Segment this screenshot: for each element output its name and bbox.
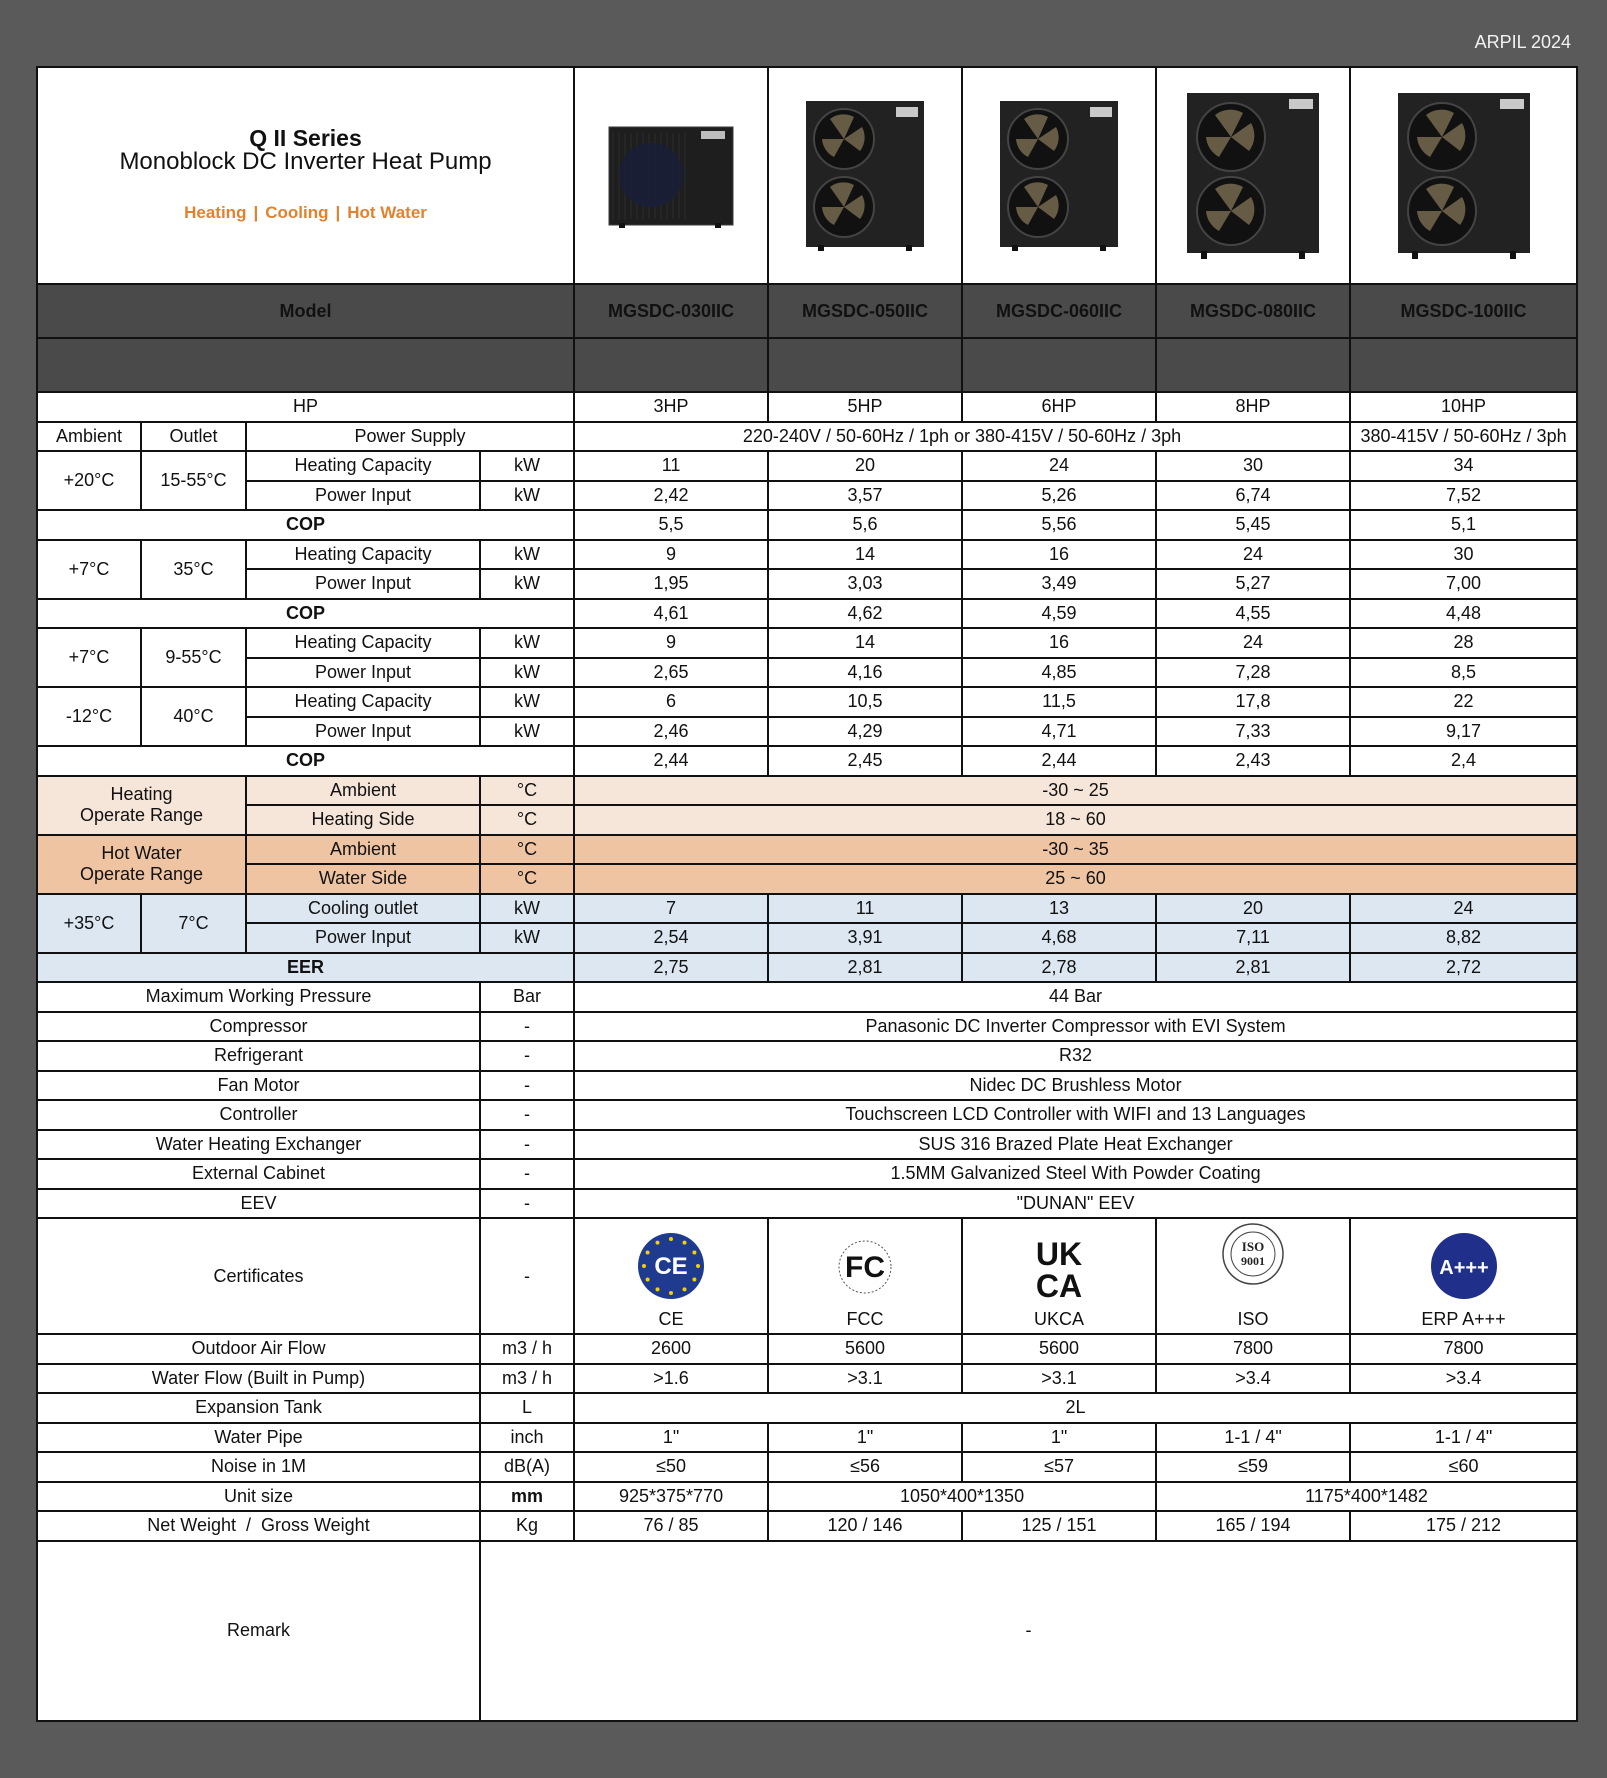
cell-value: 11,5 bbox=[962, 687, 1156, 717]
cell-value: 2,45 bbox=[768, 746, 962, 776]
spec-row bbox=[37, 1189, 1577, 1219]
cell-value: 7,28 bbox=[1156, 658, 1350, 688]
spec-label: Maximum Working Pressure bbox=[37, 982, 480, 1012]
cell-value: 1-1 / 4" bbox=[1156, 1423, 1350, 1453]
spec-row bbox=[37, 1130, 1577, 1160]
feature-list: Heating | Cooling | Hot Water bbox=[184, 203, 427, 222]
cooling-ambient: +35°C bbox=[37, 894, 141, 953]
weight-label: Net Weight / Gross Weight bbox=[37, 1511, 480, 1541]
cell-value: 22 bbox=[1350, 687, 1577, 717]
heating-side-label: Heating Side bbox=[246, 805, 480, 835]
hotwater-ambient-range: -30 ~ 35 bbox=[574, 835, 1577, 865]
air-flow-unit: m3 / h bbox=[480, 1334, 574, 1364]
header-blank-row bbox=[37, 338, 1577, 392]
cell-value: 7800 bbox=[1350, 1334, 1577, 1364]
spec-row bbox=[37, 1100, 1577, 1130]
cooling-outlet-temp: 7°C bbox=[141, 894, 246, 953]
certificates-label: Certificates bbox=[37, 1218, 480, 1334]
water-side-label: Water Side bbox=[246, 864, 480, 894]
noise-unit: dB(A) bbox=[480, 1452, 574, 1482]
product-image-030 bbox=[574, 67, 768, 284]
cell-value: >3.4 bbox=[1156, 1364, 1350, 1394]
ukca-mark-icon bbox=[1026, 1235, 1092, 1301]
hp-value: 3HP bbox=[574, 392, 768, 422]
unit-celsius: °C bbox=[480, 864, 574, 894]
cell-value: 2,81 bbox=[768, 953, 962, 983]
spec-unit: Bar bbox=[480, 982, 574, 1012]
feature-cooling: Cooling bbox=[265, 203, 329, 222]
cell-value: 9 bbox=[574, 628, 768, 658]
cell-value: ≤56 bbox=[768, 1452, 962, 1482]
cell-value: 13 bbox=[962, 894, 1156, 924]
document-date: ARPIL 2024 bbox=[1474, 32, 1571, 52]
heating-capacity-label: Heating Capacity bbox=[246, 628, 480, 658]
water-flow-unit: m3 / h bbox=[480, 1364, 574, 1394]
dual-fan-unit-image bbox=[998, 99, 1120, 253]
cell-value: 20 bbox=[768, 451, 962, 481]
cell-value: 5,45 bbox=[1156, 510, 1350, 540]
cell-value: ≤50 bbox=[574, 1452, 768, 1482]
water-flow-row bbox=[37, 1364, 1577, 1394]
cell-value: 8,82 bbox=[1350, 923, 1577, 953]
cell-value: 4,71 bbox=[962, 717, 1156, 747]
spec-row bbox=[37, 1041, 1577, 1071]
spec-label: Compressor bbox=[37, 1012, 480, 1042]
unit-size-row bbox=[37, 1482, 1577, 1512]
cell-value: 5600 bbox=[962, 1334, 1156, 1364]
expansion-tank-row bbox=[37, 1393, 1577, 1423]
power-input-label: Power Input bbox=[246, 717, 480, 747]
spec-value: Nidec DC Brushless Motor bbox=[574, 1071, 1577, 1101]
model-header-row bbox=[37, 284, 1577, 338]
ukca-mark-line2: CA bbox=[1035, 1268, 1083, 1301]
heating-range-line2: Operate Range bbox=[79, 805, 204, 825]
cell-value: 5,26 bbox=[962, 481, 1156, 511]
spec-label: EEV bbox=[37, 1189, 480, 1219]
cell-value: >1.6 bbox=[574, 1364, 768, 1394]
feature-hot-water: Hot Water bbox=[347, 203, 427, 222]
cell-value: 4,55 bbox=[1156, 599, 1350, 629]
cond3-ambient: +7°C bbox=[37, 628, 141, 687]
cell-value: 10,5 bbox=[768, 687, 962, 717]
cell-value: 34 bbox=[1350, 451, 1577, 481]
remark-label: Remark bbox=[37, 1541, 480, 1721]
air-flow-row bbox=[37, 1334, 1577, 1364]
noise-label: Noise in 1M bbox=[37, 1452, 480, 1482]
ambient-label: Ambient bbox=[246, 776, 480, 806]
model-label: Model bbox=[37, 284, 574, 338]
cell-value: 76 / 85 bbox=[574, 1511, 768, 1541]
product-image-060 bbox=[962, 67, 1156, 284]
air-flow-label: Outdoor Air Flow bbox=[37, 1334, 480, 1364]
spec-unit: - bbox=[480, 1041, 574, 1071]
ce-mark-icon bbox=[636, 1231, 706, 1301]
spec-value: SUS 316 Brazed Plate Heat Exchanger bbox=[574, 1130, 1577, 1160]
weight-unit: Kg bbox=[480, 1511, 574, 1541]
cell-value: ≤57 bbox=[962, 1452, 1156, 1482]
unit-kw: kW bbox=[480, 628, 574, 658]
unit-size-unit: mm bbox=[480, 1482, 574, 1512]
heating-range-side-row bbox=[37, 805, 1577, 835]
cell-value: 17,8 bbox=[1156, 687, 1350, 717]
water-pipe-label: Water Pipe bbox=[37, 1423, 480, 1453]
cell-value: 4,61 bbox=[574, 599, 768, 629]
cell-value: ≤60 bbox=[1350, 1452, 1577, 1482]
cell-value: 24 bbox=[1156, 628, 1350, 658]
cell-value: 9 bbox=[574, 540, 768, 570]
hp-value: 5HP bbox=[768, 392, 962, 422]
cert-iso bbox=[1156, 1218, 1350, 1334]
cond2-power-row bbox=[37, 569, 1577, 599]
dual-fan-unit-image bbox=[1185, 91, 1321, 261]
cooling-outlet-row bbox=[37, 894, 1577, 924]
model-name: MGSDC-030IIC bbox=[574, 284, 768, 338]
cell-value: 4,85 bbox=[962, 658, 1156, 688]
feature-heating: Heating bbox=[184, 203, 247, 222]
spec-row bbox=[37, 1071, 1577, 1101]
erp-mark-text: A+++ bbox=[1438, 1257, 1489, 1279]
ce-mark-text: CE bbox=[654, 1253, 688, 1280]
cell-value: 7 bbox=[574, 894, 768, 924]
cond2-ambient: +7°C bbox=[37, 540, 141, 599]
spec-unit: - bbox=[480, 1130, 574, 1160]
spec-unit: - bbox=[480, 1100, 574, 1130]
cell-value: 2,75 bbox=[574, 953, 768, 983]
cell-value: 175 / 212 bbox=[1350, 1511, 1577, 1541]
cell-value: 1-1 / 4" bbox=[1350, 1423, 1577, 1453]
cell-value: 2,81 bbox=[1156, 953, 1350, 983]
heating-range-label bbox=[37, 776, 246, 835]
cell-value: 5600 bbox=[768, 1334, 962, 1364]
ambient-label: Ambient bbox=[246, 835, 480, 865]
unit-size-value: 1050*400*1350 bbox=[768, 1482, 1156, 1512]
eer-label: EER bbox=[37, 953, 574, 983]
cell-value: 1" bbox=[962, 1423, 1156, 1453]
cell-value: 5,27 bbox=[1156, 569, 1350, 599]
cell-value: 14 bbox=[768, 540, 962, 570]
remark-value: - bbox=[480, 1541, 1577, 1721]
cell-value: 3,03 bbox=[768, 569, 962, 599]
cert-ce bbox=[574, 1218, 768, 1334]
power-input-label: Power Input bbox=[246, 569, 480, 599]
cell-value: >3.1 bbox=[768, 1364, 962, 1394]
cond2-outlet: 35°C bbox=[141, 540, 246, 599]
cell-value: 4,29 bbox=[768, 717, 962, 747]
product-image-080 bbox=[1156, 67, 1350, 284]
cond2-cop-row bbox=[37, 599, 1577, 629]
iso-mark-line1: ISO bbox=[1241, 1239, 1265, 1254]
cell-value: 5,1 bbox=[1350, 510, 1577, 540]
dual-fan-unit-image bbox=[1396, 91, 1532, 261]
cell-value: 3,49 bbox=[962, 569, 1156, 599]
cell-value: 2,44 bbox=[962, 746, 1156, 776]
spec-unit: - bbox=[480, 1159, 574, 1189]
cell-value: 3,57 bbox=[768, 481, 962, 511]
cert-name: ERP A+++ bbox=[1421, 1309, 1506, 1329]
cert-fcc bbox=[768, 1218, 962, 1334]
ukca-mark-line1: UK bbox=[1035, 1236, 1083, 1272]
cell-value: 2,46 bbox=[574, 717, 768, 747]
cell-value: 4,62 bbox=[768, 599, 962, 629]
unit-kw: kW bbox=[480, 451, 574, 481]
water-flow-label: Water Flow (Built in Pump) bbox=[37, 1364, 480, 1394]
unit-size-value: 1175*400*1482 bbox=[1156, 1482, 1577, 1512]
unit-celsius: °C bbox=[480, 776, 574, 806]
spec-row bbox=[37, 1159, 1577, 1189]
cond4-power-row bbox=[37, 717, 1577, 747]
cop-label: COP bbox=[37, 599, 574, 629]
iso-mark-line2: 9001 bbox=[1241, 1254, 1266, 1268]
cell-value: 24 bbox=[962, 451, 1156, 481]
title-block bbox=[37, 67, 574, 284]
cooling-power-row bbox=[37, 923, 1577, 953]
cell-value: 24 bbox=[1350, 894, 1577, 924]
outlet-header: Outlet bbox=[141, 422, 246, 452]
cell-value: 7,52 bbox=[1350, 481, 1577, 511]
cell-value: 4,59 bbox=[962, 599, 1156, 629]
heating-ambient-range: -30 ~ 25 bbox=[574, 776, 1577, 806]
model-name: MGSDC-100IIC bbox=[1350, 284, 1577, 338]
cert-name: CE bbox=[658, 1309, 684, 1329]
power-supply-label: Power Supply bbox=[246, 422, 574, 452]
spec-label: Water Heating Exchanger bbox=[37, 1130, 480, 1160]
ambient-header: Ambient bbox=[37, 422, 141, 452]
water-side-range: 25 ~ 60 bbox=[574, 864, 1577, 894]
cell-value: 125 / 151 bbox=[962, 1511, 1156, 1541]
cond3-outlet: 9-55°C bbox=[141, 628, 246, 687]
cell-value: 7,11 bbox=[1156, 923, 1350, 953]
hp-value: 8HP bbox=[1156, 392, 1350, 422]
dual-fan-unit-image bbox=[804, 99, 926, 253]
cond2-heating-row bbox=[37, 540, 1577, 570]
product-image-100 bbox=[1350, 67, 1577, 284]
water-pipe-unit: inch bbox=[480, 1423, 574, 1453]
single-fan-unit-image bbox=[607, 123, 735, 229]
cell-value: 4,16 bbox=[768, 658, 962, 688]
cond4-ambient: -12°C bbox=[37, 687, 141, 746]
cell-value: 1" bbox=[768, 1423, 962, 1453]
cond4-cop-row bbox=[37, 746, 1577, 776]
unit-kw: kW bbox=[480, 687, 574, 717]
heating-side-range: 18 ~ 60 bbox=[574, 805, 1577, 835]
cell-value: 5,6 bbox=[768, 510, 962, 540]
unit-size-value: 925*375*770 bbox=[574, 1482, 768, 1512]
cell-value: 2,4 bbox=[1350, 746, 1577, 776]
spec-value: R32 bbox=[574, 1041, 1577, 1071]
hotwater-range-line1: Hot Water bbox=[101, 843, 182, 863]
spec-value: Panasonic DC Inverter Compressor with EVI System bbox=[574, 1012, 1577, 1042]
cell-value: 20 bbox=[1156, 894, 1350, 924]
heating-range-line1: Heating bbox=[110, 784, 173, 804]
cell-value: 16 bbox=[962, 540, 1156, 570]
erp-mark-icon bbox=[1429, 1231, 1499, 1301]
cell-value: 6 bbox=[574, 687, 768, 717]
cell-value: 11 bbox=[768, 894, 962, 924]
cell-value: 2,78 bbox=[962, 953, 1156, 983]
noise-row bbox=[37, 1452, 1577, 1482]
unit-kw: kW bbox=[480, 540, 574, 570]
spec-unit: - bbox=[480, 1012, 574, 1042]
cell-value: ≤59 bbox=[1156, 1452, 1350, 1482]
cell-value: 1,95 bbox=[574, 569, 768, 599]
spec-row bbox=[37, 1012, 1577, 1042]
cell-value: 11 bbox=[574, 451, 768, 481]
cond1-cop-row bbox=[37, 510, 1577, 540]
cell-value: 5,5 bbox=[574, 510, 768, 540]
power-input-label: Power Input bbox=[246, 658, 480, 688]
hotwater-range-side-row bbox=[37, 864, 1577, 894]
cell-value: 6,74 bbox=[1156, 481, 1350, 511]
heating-capacity-label: Heating Capacity bbox=[246, 540, 480, 570]
expansion-tank-label: Expansion Tank bbox=[37, 1393, 480, 1423]
cell-value: 16 bbox=[962, 628, 1156, 658]
power-input-label: Power Input bbox=[246, 923, 480, 953]
spec-value: 1.5MM Galvanized Steel With Powder Coating bbox=[574, 1159, 1577, 1189]
spec-unit: - bbox=[480, 1189, 574, 1219]
cond1-ambient: +20°C bbox=[37, 451, 141, 510]
cell-value: 2,44 bbox=[574, 746, 768, 776]
spec-label: Fan Motor bbox=[37, 1071, 480, 1101]
unit-kw: kW bbox=[480, 894, 574, 924]
heating-capacity-label: Heating Capacity bbox=[246, 687, 480, 717]
cell-value: 2,42 bbox=[574, 481, 768, 511]
fcc-mark-icon bbox=[827, 1233, 903, 1301]
cert-name: FCC bbox=[846, 1309, 884, 1329]
heating-capacity-label: Heating Capacity bbox=[246, 451, 480, 481]
unit-kw: kW bbox=[480, 923, 574, 953]
cell-value: 120 / 146 bbox=[768, 1511, 962, 1541]
spec-row bbox=[37, 982, 1577, 1012]
cond3-heating-row bbox=[37, 628, 1577, 658]
unit-size-label: Unit size bbox=[37, 1482, 480, 1512]
cell-value: 3,91 bbox=[768, 923, 962, 953]
cond4-heating-row bbox=[37, 687, 1577, 717]
certificates-unit: - bbox=[480, 1218, 574, 1334]
water-pipe-row bbox=[37, 1423, 1577, 1453]
cell-value: 2600 bbox=[574, 1334, 768, 1364]
remark-row bbox=[37, 1541, 1577, 1721]
cell-value: 14 bbox=[768, 628, 962, 658]
cell-value: >3.1 bbox=[962, 1364, 1156, 1394]
heating-range-ambient-row bbox=[37, 776, 1577, 806]
cell-value: 28 bbox=[1350, 628, 1577, 658]
cell-value: 30 bbox=[1156, 451, 1350, 481]
unit-kw: kW bbox=[480, 481, 574, 511]
hp-label: HP bbox=[37, 392, 574, 422]
series-title: Q II Series bbox=[249, 125, 362, 151]
cell-value: 7,33 bbox=[1156, 717, 1350, 747]
model-name: MGSDC-080IIC bbox=[1156, 284, 1350, 338]
unit-celsius: °C bbox=[480, 805, 574, 835]
hp-value: 10HP bbox=[1350, 392, 1577, 422]
cell-value: 5,56 bbox=[962, 510, 1156, 540]
product-image-050 bbox=[768, 67, 962, 284]
cell-value: 4,68 bbox=[962, 923, 1156, 953]
hp-value: 6HP bbox=[962, 392, 1156, 422]
power-supply-row bbox=[37, 422, 1577, 452]
fcc-mark-text: FC bbox=[845, 1251, 886, 1284]
hp-row bbox=[37, 392, 1577, 422]
cell-value: 2,54 bbox=[574, 923, 768, 953]
model-name: MGSDC-060IIC bbox=[962, 284, 1156, 338]
hotwater-range-ambient-row bbox=[37, 835, 1577, 865]
cond1-heating-row bbox=[37, 451, 1577, 481]
cert-erp bbox=[1350, 1218, 1577, 1334]
cell-value: 7800 bbox=[1156, 1334, 1350, 1364]
cell-value: 8,5 bbox=[1350, 658, 1577, 688]
expansion-tank-value: 2L bbox=[574, 1393, 1577, 1423]
cond1-outlet: 15-55°C bbox=[141, 451, 246, 510]
cop-label: COP bbox=[37, 746, 574, 776]
cell-value: 165 / 194 bbox=[1156, 1511, 1350, 1541]
cop-label: COP bbox=[37, 510, 574, 540]
cell-value: 4,48 bbox=[1350, 599, 1577, 629]
cell-value: 30 bbox=[1350, 540, 1577, 570]
cond3-power-row bbox=[37, 658, 1577, 688]
spec-table bbox=[36, 66, 1578, 1722]
cert-name: ISO bbox=[1237, 1309, 1269, 1329]
cell-value: 2,43 bbox=[1156, 746, 1350, 776]
hotwater-range-line2: Operate Range bbox=[79, 864, 204, 884]
cell-value: 2,72 bbox=[1350, 953, 1577, 983]
cert-name: UKCA bbox=[1034, 1309, 1085, 1329]
spec-value: Touchscreen LCD Controller with WIFI and 13 Languages bbox=[574, 1100, 1577, 1130]
cell-value: >3.4 bbox=[1350, 1364, 1577, 1394]
cell-value: 2,65 bbox=[574, 658, 768, 688]
cond1-power-row bbox=[37, 481, 1577, 511]
spec-label: Refrigerant bbox=[37, 1041, 480, 1071]
cert-ukca bbox=[962, 1218, 1156, 1334]
expansion-tank-unit: L bbox=[480, 1393, 574, 1423]
unit-kw: kW bbox=[480, 569, 574, 599]
power-supply-value-3ph: 380-415V / 50-60Hz / 3ph bbox=[1350, 422, 1577, 452]
product-subtitle: Monoblock DC Inverter Heat Pump bbox=[119, 148, 492, 175]
eer-row bbox=[37, 953, 1577, 983]
spec-unit: - bbox=[480, 1071, 574, 1101]
cell-value: 7,00 bbox=[1350, 569, 1577, 599]
cond4-outlet: 40°C bbox=[141, 687, 246, 746]
cooling-outlet-label: Cooling outlet bbox=[246, 894, 480, 924]
cell-value: 24 bbox=[1156, 540, 1350, 570]
iso-mark-icon bbox=[1218, 1222, 1288, 1288]
unit-kw: kW bbox=[480, 658, 574, 688]
unit-celsius: °C bbox=[480, 835, 574, 865]
spec-label: External Cabinet bbox=[37, 1159, 480, 1189]
hotwater-range-label bbox=[37, 835, 246, 894]
cell-value: 1" bbox=[574, 1423, 768, 1453]
cell-value: 9,17 bbox=[1350, 717, 1577, 747]
spec-value: 44 Bar bbox=[574, 982, 1577, 1012]
power-supply-value: 220-240V / 50-60Hz / 1ph or 380-415V / 50-60Hz / 3ph bbox=[574, 422, 1350, 452]
weight-row bbox=[37, 1511, 1577, 1541]
spec-label: Controller bbox=[37, 1100, 480, 1130]
unit-kw: kW bbox=[480, 717, 574, 747]
certificates-row bbox=[37, 1218, 1577, 1334]
power-input-label: Power Input bbox=[246, 481, 480, 511]
model-name: MGSDC-050IIC bbox=[768, 284, 962, 338]
spec-value: "DUNAN" EEV bbox=[574, 1189, 1577, 1219]
